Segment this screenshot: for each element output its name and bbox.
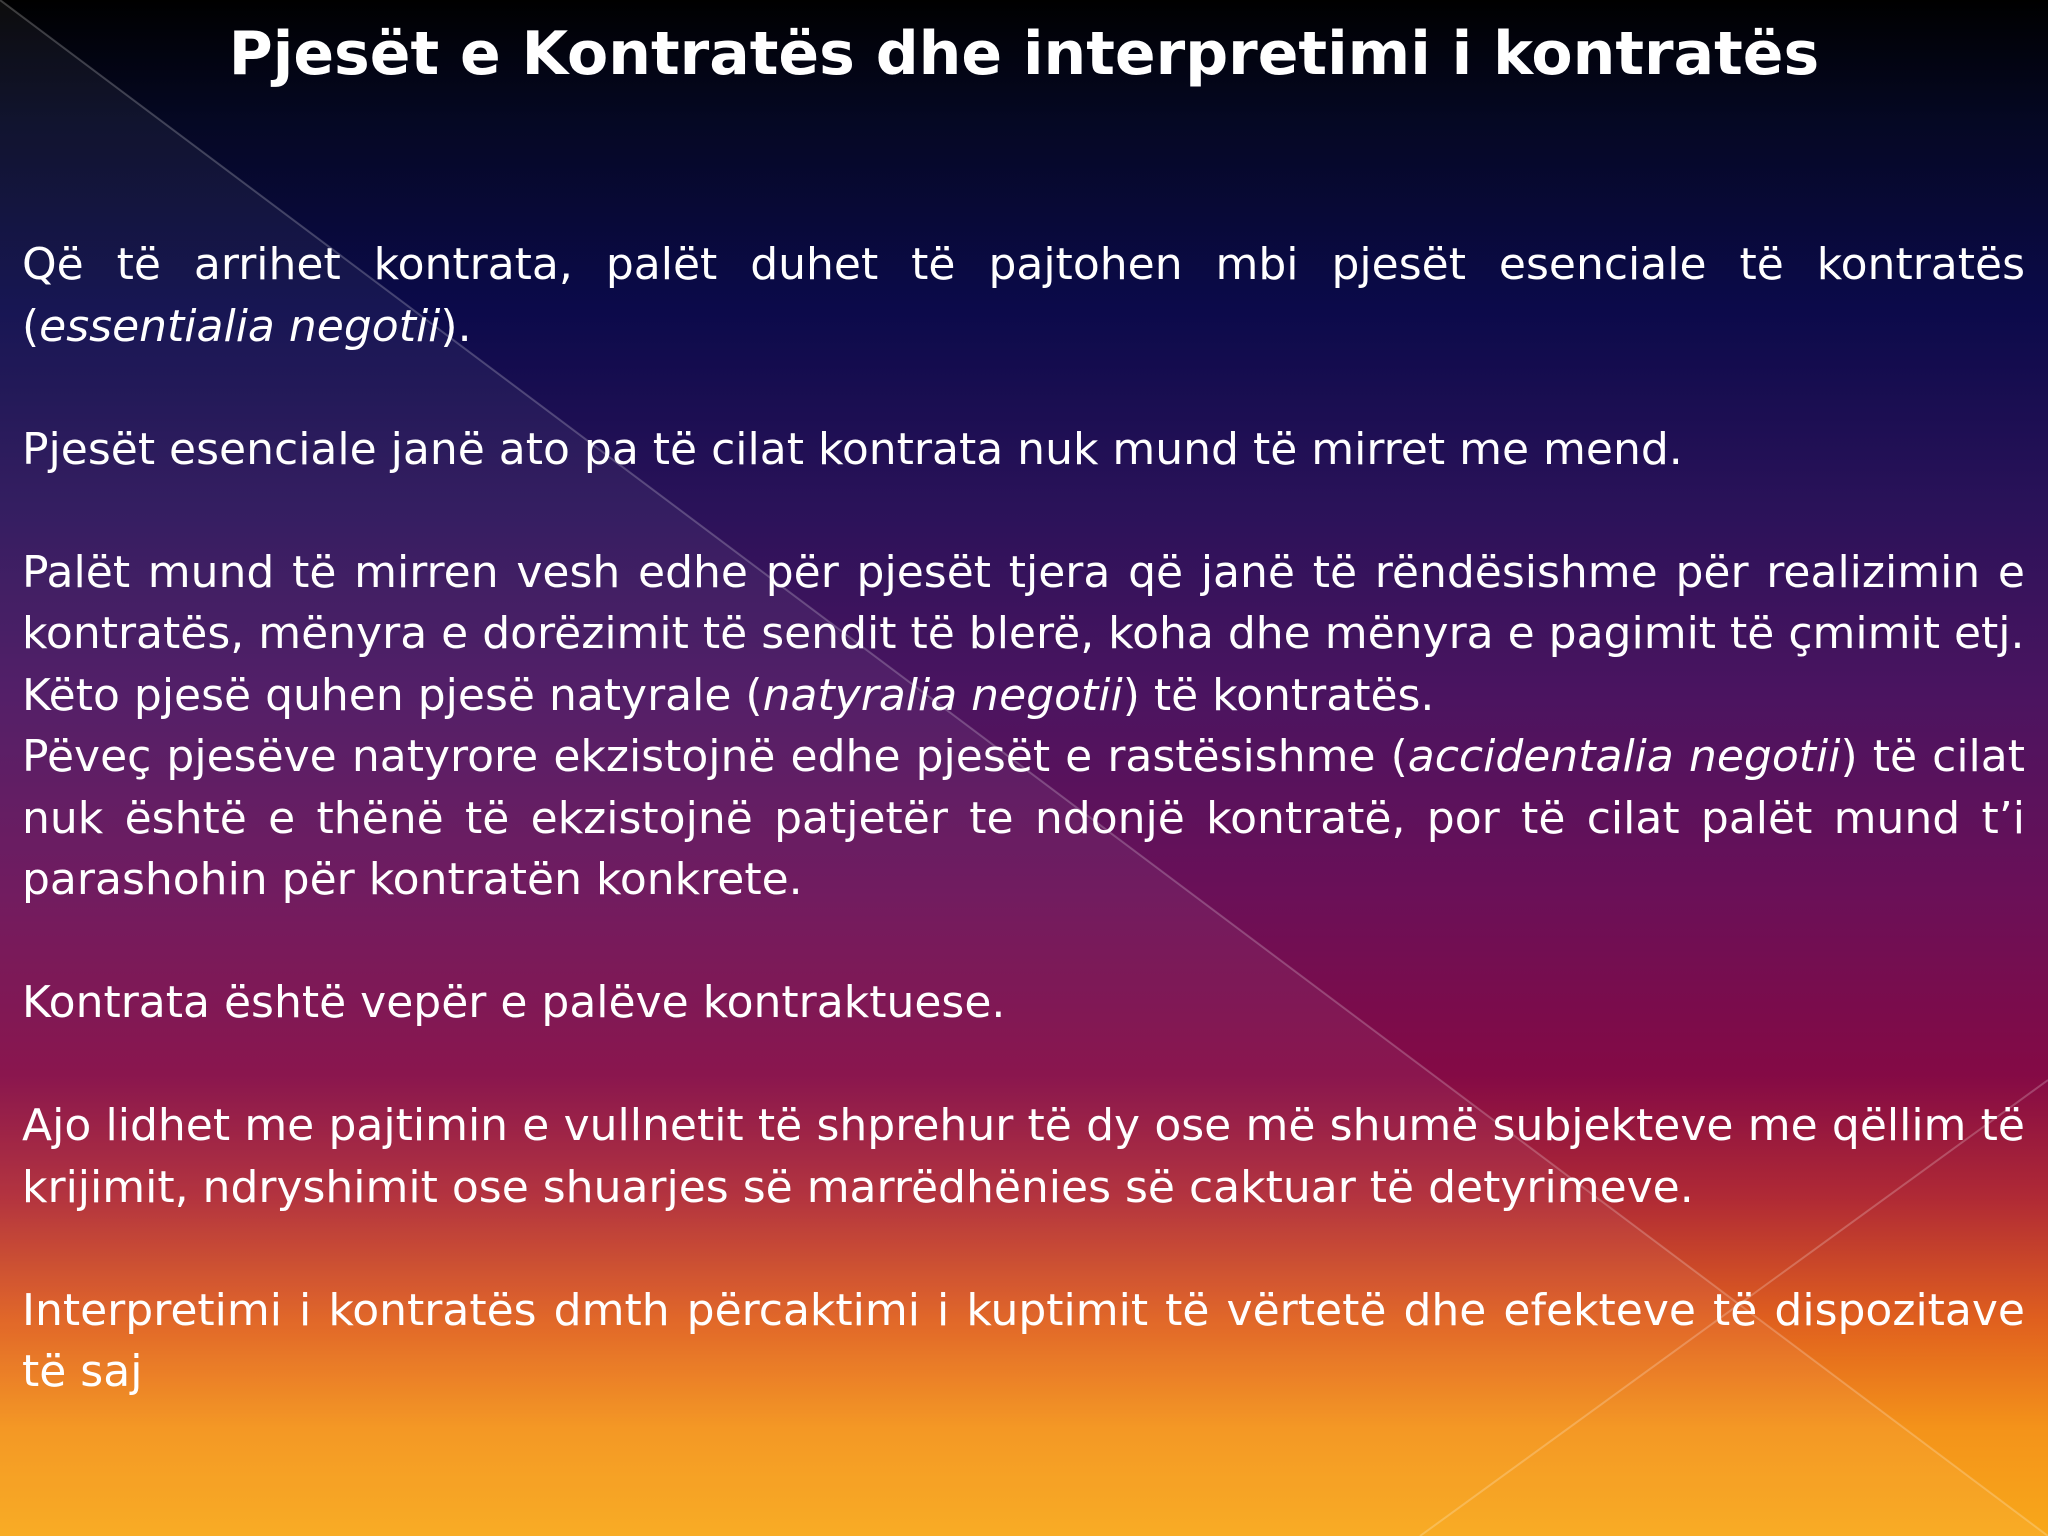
paragraph-contract-work: Kontrata është vepër e palëve kontraktuese.	[22, 977, 1006, 1028]
paragraph-gap	[22, 357, 2025, 419]
paragraph-text: Pëveç pjesëve natyrore ekzistojnë edhe pjesët e rastësishme (	[22, 731, 1408, 782]
paragraph-agreement: Ajo lidhet me pajtimin e vullnetit të shprehur të dy ose më shumë subjekteve me qëllim të krijimit, ndryshimit ose shuarjes së marrëdhënies së caktuar të detyrimeve.	[22, 1100, 2025, 1213]
paragraph-naturalia	[22, 665, 2025, 727]
paragraph-essentialia	[22, 234, 2025, 357]
latin-term: essentialia negotii	[39, 300, 441, 352]
paragraph-interpretation: Interpretimi i kontratës dmth përcaktimi i kuptimit të vërtetë dhe efekteve të dispozitave të saj	[22, 1284, 2025, 1397]
paragraph-gap	[22, 1218, 2025, 1280]
paragraph-text: ).	[440, 300, 472, 352]
paragraph-gap	[22, 1034, 2025, 1096]
paragraph-text: Këto pjesë quhen pjesë natyrale (	[22, 669, 763, 721]
paragraph-essential-parts: Pjesët esenciale janë ato pa të cilat kontrata nuk mund të mirret me mend.	[22, 423, 1683, 475]
latin-term: accidentalia negotii	[1407, 731, 1841, 782]
paragraph-gap	[22, 911, 2025, 973]
paragraph-text: ) të kontratës.	[1122, 669, 1435, 721]
paragraph-text: Që të arrihet kontrata, palët duhet të pajtohen mbi pjesët esenciale të kontratës (	[22, 239, 2025, 352]
paragraph-gap	[22, 480, 2025, 542]
paragraph-text: ) të cilat nuk është e thënë të ekzistojnë patjetër te ndonjë kontratë, por të cilat palët mund t’i parashohin për kontratën konkrete.	[22, 731, 2025, 905]
slide-body	[22, 234, 2025, 1403]
slide-title: Pjesët e Kontratës dhe interpretimi i kontratës	[228, 19, 1820, 89]
latin-term: natyralia negotii	[762, 669, 1123, 721]
paragraph-other-parts: Palët mund të mirren vesh edhe për pjesët tjera që janë të rëndësishme për realizimin e kontratës, mënyra e dorëzimit të sendit të blerë, koha dhe mënyra e pagimit të çmimit etj.	[22, 546, 2025, 659]
paragraph-accidentalia	[22, 726, 2025, 911]
